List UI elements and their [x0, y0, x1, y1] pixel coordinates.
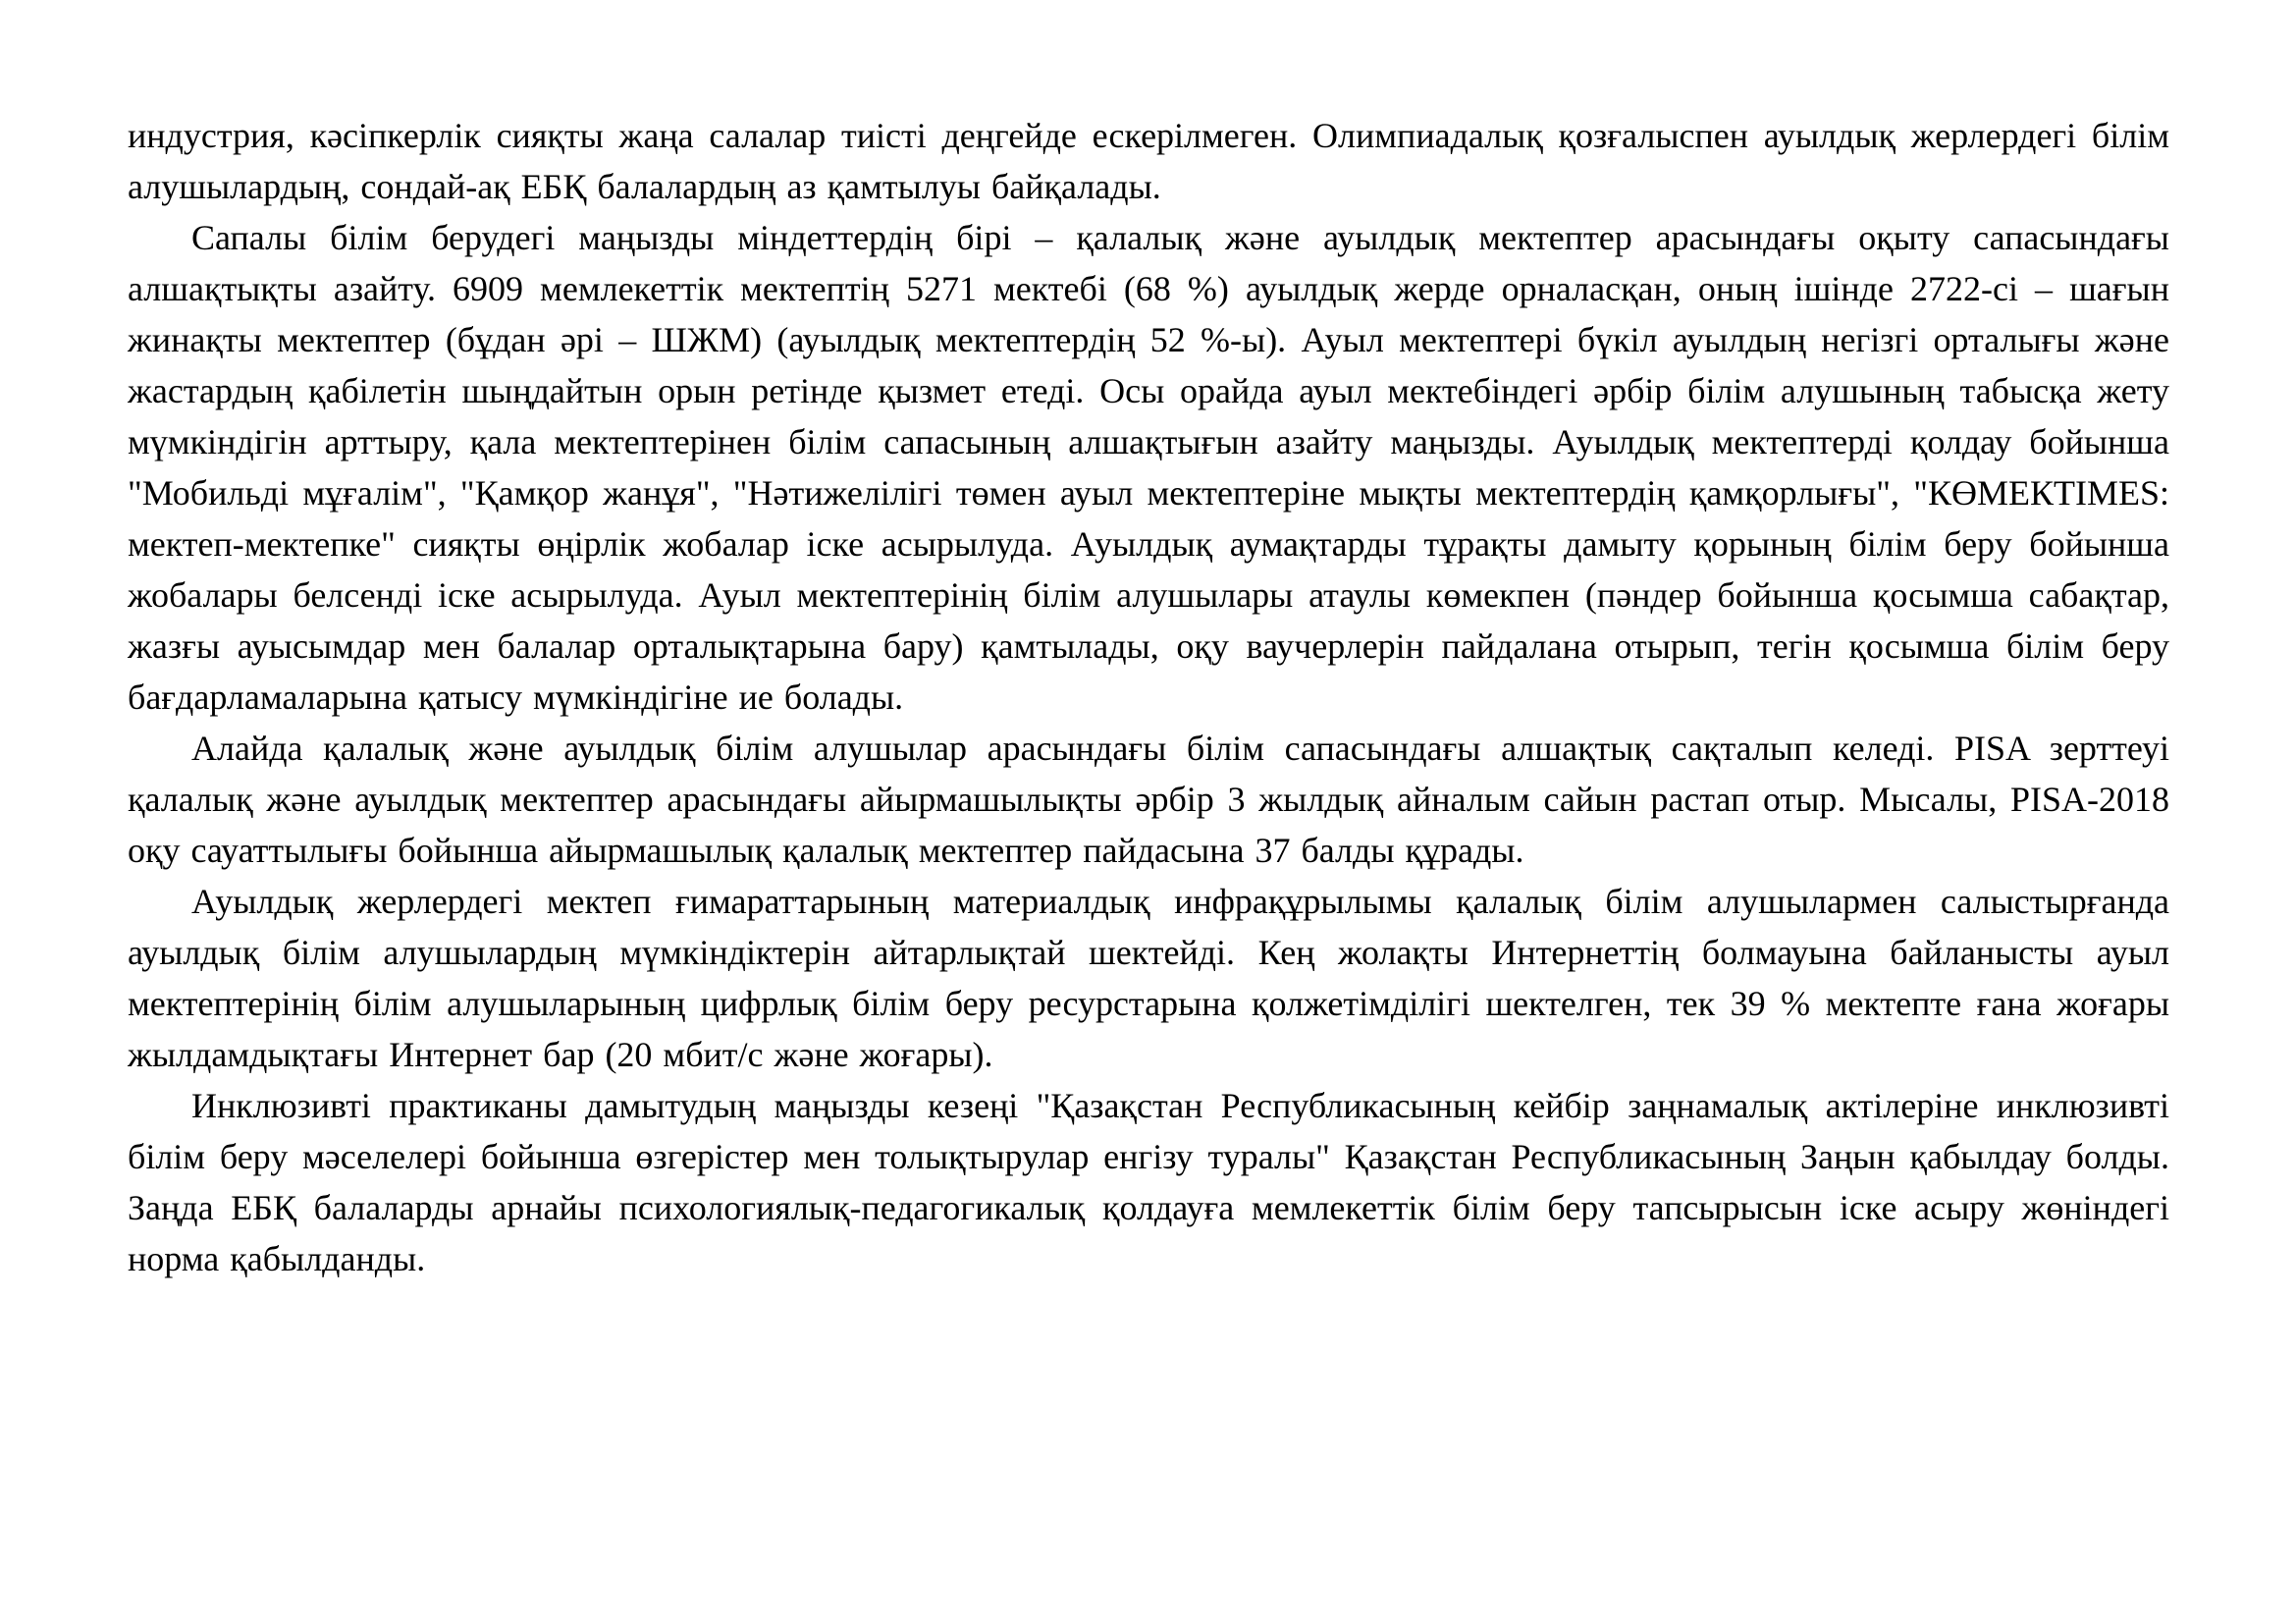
paragraph-continuation: индустрия, кәсіпкерлік сияқты жаңа салалар тиісті деңгейде ескерілмеген. Олимпиадалық қозғалыспен ауылдық жерлердегі білім алушылардың, сондай-ақ ЕБҚ балалардың аз қамтылуы байқалады.	[128, 116, 2169, 206]
paragraph-infrastructure: Ауылдық жерлердегі мектеп ғимараттарының материалдық инфрақұрылымы қалалық білім алушылармен салыстырғанда ауылдық білім алушылардың мүмкіндіктерін айтарлықтай шектейді. Кең жолақты Интернеттің болмауына байланысты ауыл мектептерінің білім алушыларының цифрлық білім беру ресурстарына қолжетімділігі шектелген, тек 39 % мектепте ғана жоғары жылдамдықтағы Интернет бар (20 мбит/с және жоғары).	[128, 882, 2169, 1074]
paragraph-inclusive-practice: Инклюзивті практиканы дамытудың маңызды кезеңі "Қазақстан Республикасының кейбір заңнамалық актілеріне инклюзивті білім беру мәселелері бойынша өзгерістер мен толықтырулар енгізу туралы" Қазақстан Республикасының Заңын қабылдау болды. Заңда ЕБҚ балаларды арнайы психологиялық-педагогикалық қолдауға мемлекеттік білім беру тапсырысын іске асыру жөніндегі норма қабылданды.	[128, 1086, 2169, 1278]
paragraph-pisa-gap: Алайда қалалық және ауылдық білім алушылар арасындағы білім сапасындағы алшақтық сақталып келеді. PISA зерттеуі қалалық және ауылдық мектептер арасындағы айырмашылықты әрбір 3 жылдық айналым сайын растап отыр. Мысалы, PISA-2018 оқу сауаттылығы бойынша айырмашылық қалалық мектептер пайдасына 37 балды құрады.	[128, 729, 2169, 870]
paragraph-quality-gap: Сапалы білім берудегі маңызды міндеттердің бірі – қалалық және ауылдық мектептер арасындағы оқыту сапасындағы алшақтықты азайту. 6909 мемлекеттік мектептің 5271 мектебі (68 %) ауылдық жерде орналасқан, оның ішінде 2722-сі – шағын жинақты мектептер (бұдан әрі – ШЖМ) (ауылдық мектептердің 52 %-ы). Ауыл мектептері бүкіл ауылдың негізгі орталығы және жастардың қабілетін шыңдайтын орын ретінде қызмет етеді. Осы орайда ауыл мектебіндегі әрбір білім алушының табысқа жету мүмкіндігін арттыру, қала мектептерінен білім сапасының алшақтығын азайту маңызды. Ауылдық мектептерді қолдау бойынша "Мобильді мұғалім", "Қамқор жанұя", "Нәтижелілігі төмен ауыл мектептеріне мықты мектептердің қамқорлығы", "КӨМЕКТIMES: мектеп-мектепке" сияқты өңірлік жобалар іске асырылуда. Ауылдық аумақтарды тұрақты дамыту қорының білім беру бойынша жобалары белсенді іске асырылуда. Ауыл мектептерінің білім алушылары атаулы көмекпен (пәндер бойынша қосымша сабақтар, жазғы ауысымдар мен балалар орталықтарына бару) қамтылады, оқу ваучерлерін пайдалана отырып, тегін қосымша білім беру бағдарламаларына қатысу мүмкіндігіне ие болады.	[128, 218, 2169, 717]
document-body-text	[128, 110, 2169, 1284]
